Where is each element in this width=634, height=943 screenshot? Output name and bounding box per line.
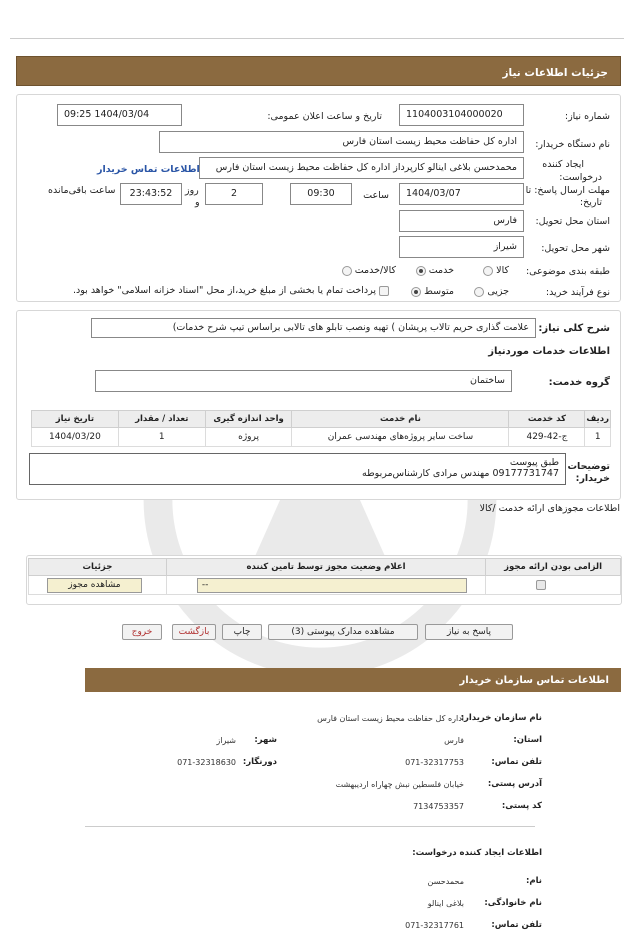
- announce-date-field: 1404/03/04 09:25: [57, 104, 182, 126]
- notes-line-1: طبق پیوست: [509, 457, 559, 468]
- creator-name-label: نام:: [525, 876, 542, 886]
- checkbox-icon: [379, 286, 389, 296]
- col-header: جزئیات: [29, 559, 167, 576]
- cell-name: ساخت سایر پروژه‌های مهندسی عمران: [292, 428, 509, 447]
- deadline-time-field: 09:30: [290, 183, 352, 205]
- col-header: ردیف: [585, 411, 611, 428]
- process-option-medium[interactable]: متوسط: [411, 286, 454, 297]
- col-header: اعلام وضعیت مجوز توسط تامین کننده: [166, 559, 485, 576]
- notes-label-2: خریدار:: [575, 473, 610, 484]
- permits-table: [28, 558, 621, 595]
- top-divider: [10, 38, 624, 39]
- contact-address: خیابان فلسطین نبش چهاراه اردیبهشت: [335, 780, 464, 789]
- contact-province-label: استان:: [513, 735, 542, 745]
- table-row: [32, 428, 611, 447]
- announce-date-label: تاریخ و ساعت اعلان عمومی:: [267, 111, 382, 122]
- contact-address-label: آدرس پستی:: [487, 779, 542, 789]
- notes-field: [29, 453, 566, 485]
- creator-label-2: درخواست:: [559, 172, 602, 183]
- col-header: واحد اندازه گیری: [205, 411, 292, 428]
- checked-checkbox-icon: [536, 580, 546, 590]
- contact-postal: 7134753357: [413, 802, 464, 811]
- back-button[interactable]: بازگشت: [172, 624, 216, 640]
- deadline-label-2: تاریخ:: [579, 197, 602, 208]
- deadline-label: مهلت ارسال پاسخ: تا: [525, 185, 610, 196]
- cell-qty: 1: [118, 428, 205, 447]
- notes-label: توضیحات: [567, 461, 610, 472]
- table-row: [29, 576, 621, 595]
- services-title: اطلاعات خدمات موردنیاز: [488, 346, 610, 357]
- creator-phone: 071-32317761: [405, 921, 464, 930]
- view-permit-button[interactable]: مشاهده مجوز: [47, 578, 142, 593]
- summary-label: شرح کلی نیاز:: [538, 323, 610, 334]
- col-header: کد خدمت: [509, 411, 585, 428]
- city-field: شیراز: [399, 236, 524, 258]
- service-group-label: گروه خدمت:: [548, 377, 610, 388]
- category-option-both[interactable]: کالا/خدمت: [342, 265, 396, 276]
- permits-title: اطلاعات مجوزهای ارائه خدمت /کالا: [479, 503, 620, 514]
- contact-org: اداره کل حفاظت محیط زیست استان فارس: [317, 714, 464, 723]
- view-docs-button[interactable]: مشاهده مدارک پیوستی (3): [268, 624, 418, 640]
- buyer-contact-link[interactable]: اطلاعات تماس خریدار: [97, 164, 200, 175]
- contact-province: فارس: [444, 736, 464, 745]
- buyer-org-field: اداره کل حفاظت محیط زیست استان فارس: [159, 131, 524, 153]
- days-label: روز: [185, 185, 199, 196]
- creator-label: ایجاد کننده: [542, 159, 584, 170]
- col-header: الزامی بودن ارائه مجوز: [486, 559, 621, 576]
- need-number-field: 1104003104000020: [399, 104, 524, 126]
- radio-icon: [483, 266, 493, 276]
- remaining-label: ساعت باقی‌مانده: [48, 185, 116, 196]
- creator-family-label: نام خانوادگی:: [484, 898, 542, 908]
- services-table: [31, 410, 611, 447]
- cell-row: 1: [585, 428, 611, 447]
- contact-title: اطلاعات تماس سازمان خریدار: [85, 668, 621, 692]
- contact-fax-label: دورنگار:: [242, 757, 277, 767]
- radio-selected-icon: [416, 266, 426, 276]
- col-header: تعداد / مقدار: [118, 411, 205, 428]
- page-title: جزئیات اطلاعات نیاز: [16, 56, 621, 86]
- time-label: ساعت: [363, 190, 389, 201]
- category-option-service[interactable]: خدمت: [416, 265, 454, 276]
- notes-line-2: 09177731747 مهندس مرادی کارشناس‌مربوطه: [362, 468, 559, 479]
- creator-phone-label: تلفن تماس:: [491, 920, 542, 930]
- summary-field: علامت گذاری حریم تالاب پریشان ) تهیه ونصب تابلو های تالابی براساس تیپ شرح خدمات): [91, 318, 536, 338]
- contact-divider: [85, 826, 535, 827]
- permit-status-cell: [166, 576, 485, 595]
- permit-status-field: --: [197, 578, 467, 593]
- category-option-goods[interactable]: کالا: [483, 265, 509, 276]
- city-label: شهر محل تحویل:: [541, 243, 610, 254]
- contact-org-label: نام سازمان خریدار:: [460, 713, 542, 723]
- cell-date: 1404/03/20: [32, 428, 119, 447]
- need-number-label: شماره نیاز:: [564, 111, 610, 122]
- creator-field: محمدحسن بلاغی اینالو کارپرداز اداره کل حفاظت محیط زیست استان فارس: [199, 157, 524, 179]
- contact-city: شیراز: [216, 736, 236, 745]
- creator-info-title: اطلاعات ایجاد کننده درخواست:: [412, 848, 542, 858]
- permit-details-cell: [29, 576, 167, 595]
- print-button[interactable]: چاپ: [222, 624, 262, 640]
- radio-selected-icon: [411, 287, 421, 297]
- category-label: طبقه بندی موضوعی:: [525, 266, 610, 277]
- process-option-partial[interactable]: جزیی: [474, 286, 509, 297]
- reply-button[interactable]: پاسخ به نیاز: [425, 624, 513, 640]
- remaining-time-field: 23:43:52: [120, 183, 182, 205]
- contact-phone: 071-32317753: [405, 758, 464, 767]
- permits-table-header: [29, 559, 621, 576]
- creator-name: محمدحسن: [427, 877, 464, 886]
- deadline-date-field: 1404/03/07: [399, 183, 524, 205]
- process-label: نوع فرآیند خرید:: [545, 287, 610, 298]
- contact-city-label: شهر:: [254, 735, 277, 745]
- cell-unit: پروژه: [205, 428, 292, 447]
- services-table-header: [32, 411, 611, 428]
- col-header: نام خدمت: [292, 411, 509, 428]
- cell-code: ج-42-429: [509, 428, 585, 447]
- buyer-org-label: نام دستگاه خریدار:: [535, 139, 610, 150]
- creator-family: بلاغی اینالو: [427, 899, 464, 908]
- contact-phone-label: تلفن تماس:: [491, 757, 542, 767]
- exit-button[interactable]: خروج: [122, 624, 162, 640]
- days-label-2: و: [195, 197, 200, 208]
- col-header: تاریخ نیاز: [32, 411, 119, 428]
- days-field: 2: [205, 183, 263, 205]
- payment-note[interactable]: پرداخت تمام یا بخشی از مبلغ خرید،از محل "اسناد خزانه اسلامی" خواهد بود.: [73, 285, 389, 296]
- province-field: فارس: [399, 210, 524, 232]
- contact-fax: 071-32318630: [177, 758, 236, 767]
- service-group-field: ساختمان: [95, 370, 512, 392]
- contact-postal-label: کد پستی:: [501, 801, 542, 811]
- permit-required-cell: [486, 576, 621, 595]
- province-label: استان محل تحویل:: [535, 216, 610, 227]
- radio-icon: [474, 287, 484, 297]
- radio-icon: [342, 266, 352, 276]
